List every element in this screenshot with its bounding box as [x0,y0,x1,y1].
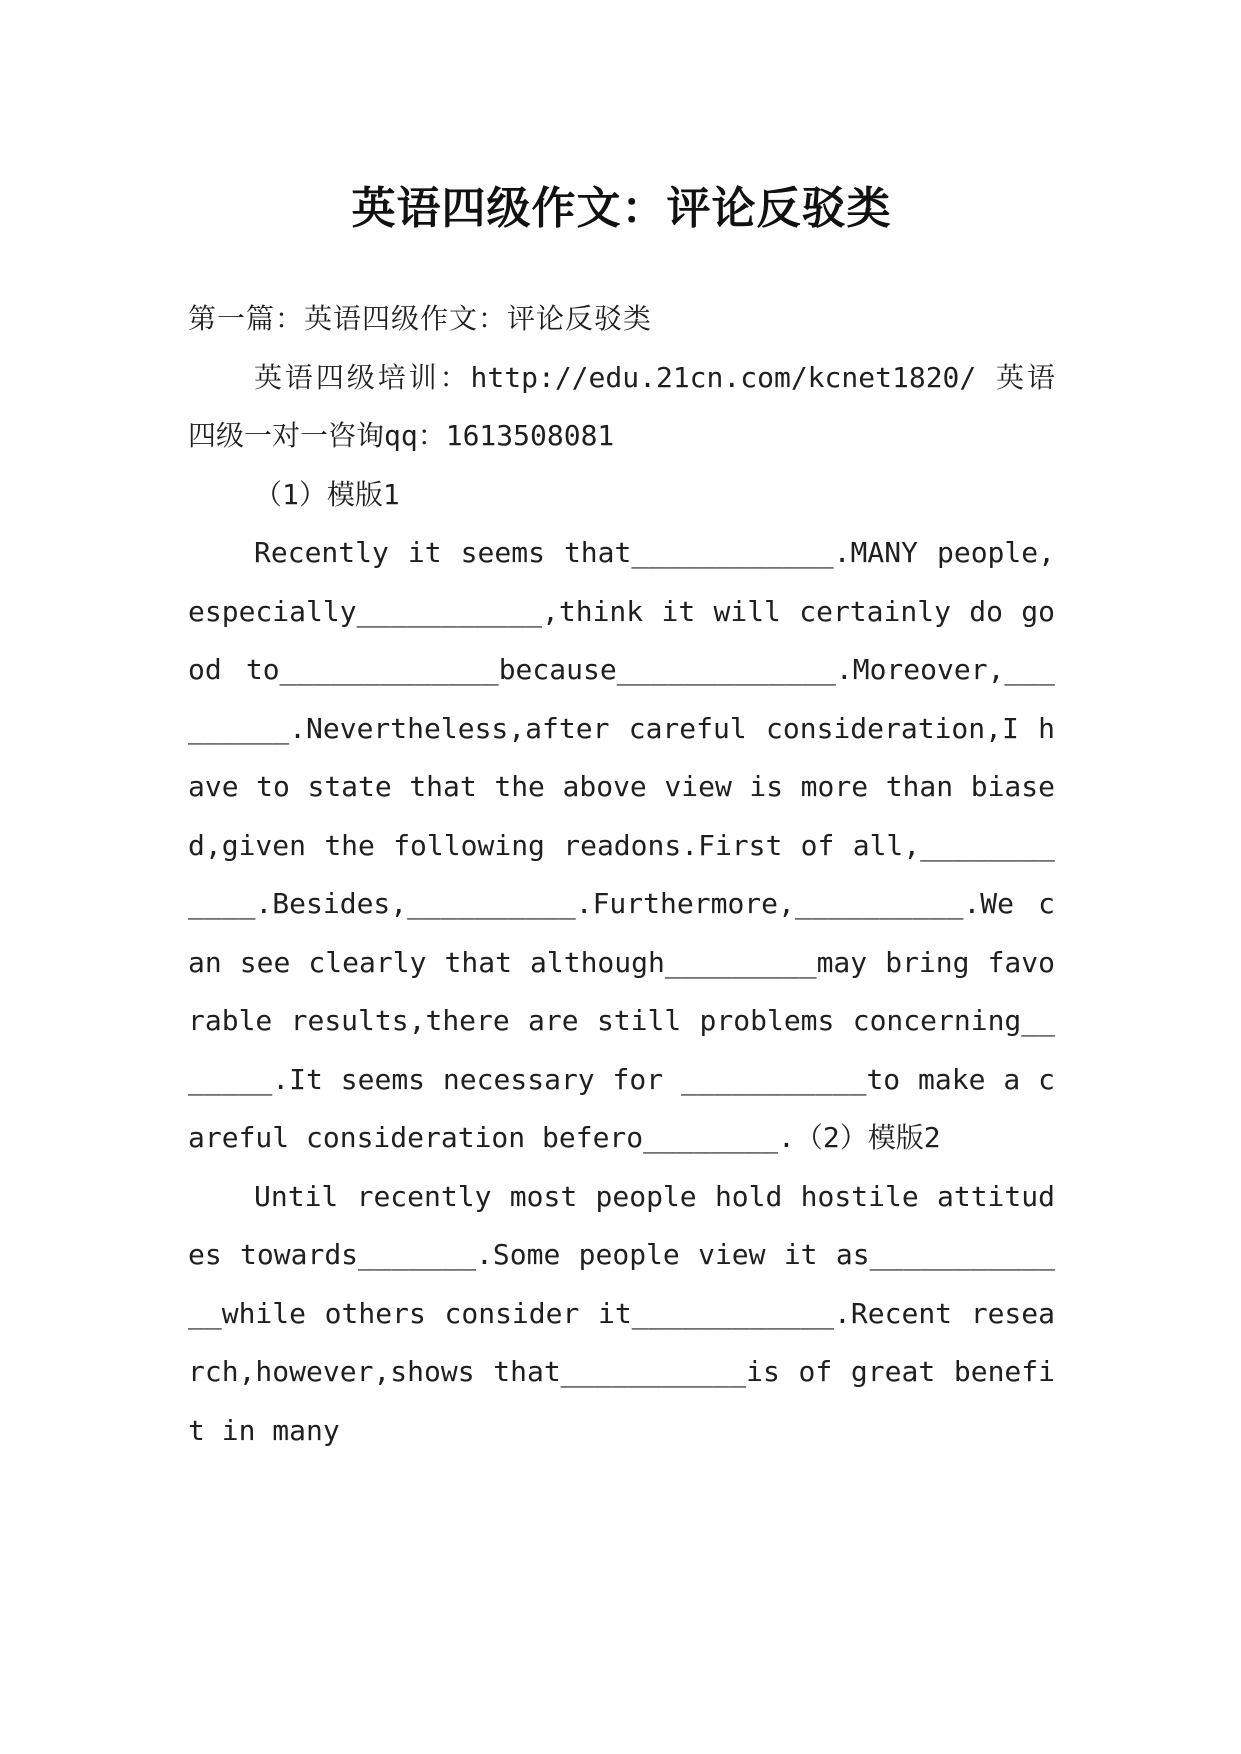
section-heading: 第一篇：英语四级作文：评论反驳类 [188,302,653,335]
document-body [188,290,1055,1460]
intro-paragraph: 英语四级培训：http://edu.21cn.com/kcnet1820/ 英语四级一对一咨询qq：1613508081 [188,360,1055,452]
template1-paragraph: Recently it seems that____________.MANY people,especially___________,think it will certainly do good to_____________because_____________.Moreover,_________.Nevertheless,after careful consideration,I have to state that the above view is more than biased,given the following readons.First of all,____________.Besides,__________.Furthermore,__________.We can see clearly that although_________may bring favorable results,there are still problems concerning_______.It seems necessary for ___________to make a careful consideration befero________.（2）模版2 [188,536,1055,1154]
document-title: 英语四级作文：评论反驳类 [351,183,892,235]
template1-label: （1）模版1 [254,477,400,511]
template2-paragraph: Until recently most people hold hostile attitudes towards_______.Some people view it as_____________while others consider it____________.Recent research,however,shows that___________is of great benefit in many [188,1179,1055,1447]
